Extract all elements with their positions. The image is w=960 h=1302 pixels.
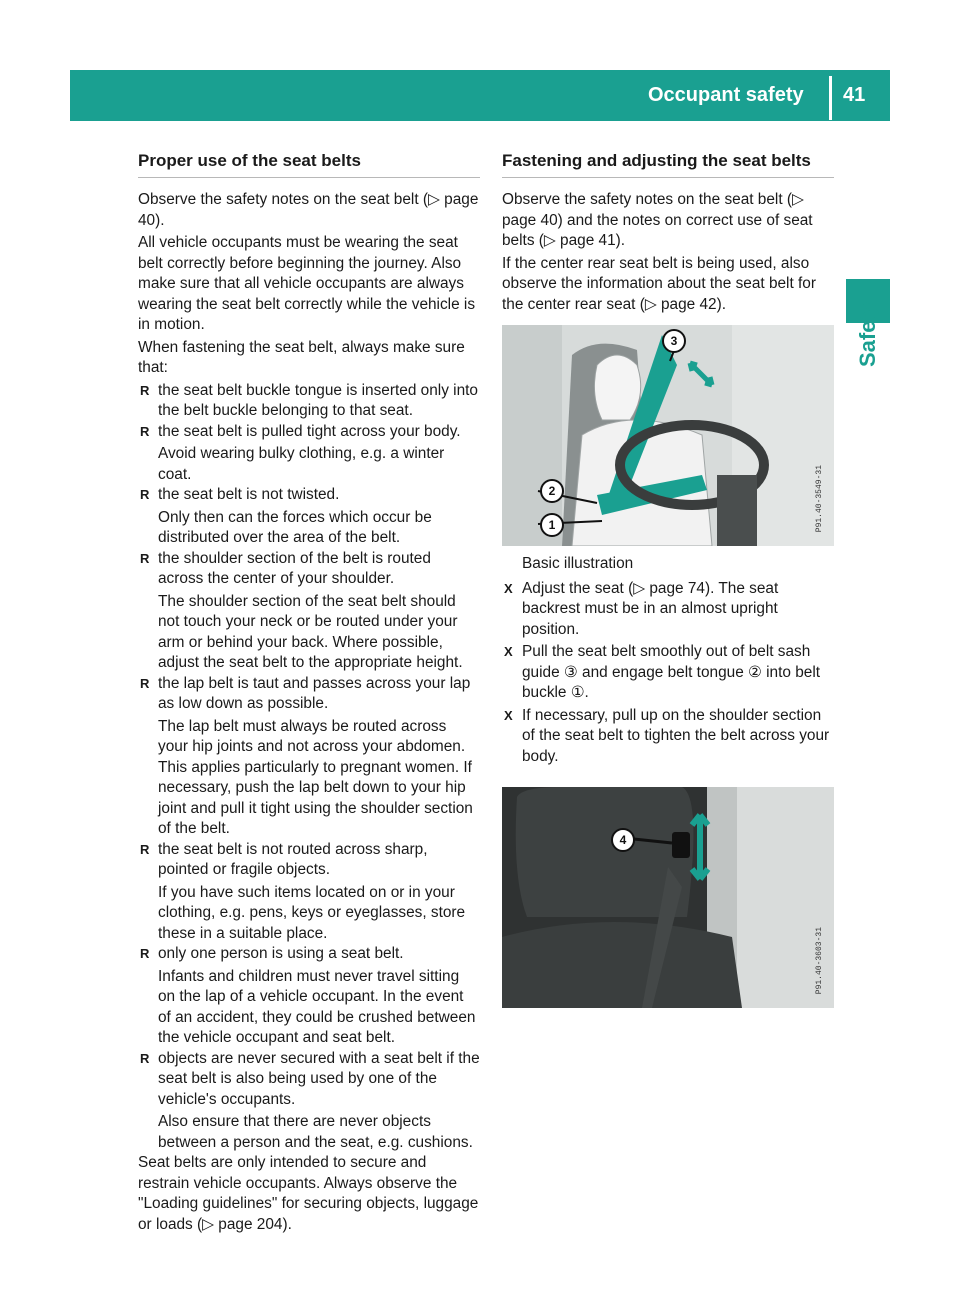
header-divider: [829, 76, 832, 120]
left-column: [138, 150, 480, 1237]
callout-belt-height-adjuster: 4: [611, 828, 635, 852]
list-item-text: the seat belt is not routed across sharp, pointed or fragile objects.: [158, 840, 428, 878]
list-item-note: Also ensure that there are never objects between a person and the seat, e.g. cushions.: [158, 1113, 473, 1151]
closing-paragraph: Seat belts are only intended to secure and restrain vehicle occupants. Always observe the "Loading guidelines" for securing objects, luggage or loads (▷ page 204).: [138, 1154, 479, 1233]
list-item: [138, 422, 480, 486]
list-item: [138, 549, 480, 674]
list-item-text: the seat belt is not twisted.: [158, 486, 340, 503]
section-tab-label: Safety: [855, 300, 880, 368]
page-number: 41: [843, 84, 866, 106]
list-item: [138, 1049, 480, 1154]
list-item-note: Infants and children must never travel sitting on the lap of a vehicle occupant. In the event of an accident, they could be crushed between the vehicle occupant and seat belt.: [158, 967, 476, 1046]
list-item-note: If you have such items located on or in your clothing, e.g. pens, keys or eyeglasses, store these in a suitable place.: [158, 883, 466, 942]
paragraph: Observe the safety notes on the seat belt (▷ page 40) and the notes on correct use of seat belts (▷ page 41).: [502, 191, 813, 249]
chapter-title: Occupant safety: [648, 84, 804, 106]
callout-belt-guide: 3: [662, 329, 686, 353]
list-item-text: only one person is using a seat belt.: [158, 945, 404, 962]
paragraph: If the center rear seat belt is being used, also observe the information about the seat belt for the center rear seat (▷ page 42).: [502, 254, 816, 313]
seat-belt-illustration: [502, 325, 834, 546]
list-item: [138, 840, 480, 945]
list-item-text: the shoulder section of the belt is routed across the center of your shoulder.: [158, 549, 431, 587]
callout-belt-tongue: 2: [540, 479, 564, 503]
right-heading: Fastening and adjusting the seat belts: [502, 150, 834, 178]
list-item-text: objects are never secured with a seat belt if the seat belt is also being used by one of the vehicle's occupants.: [158, 1049, 480, 1108]
figure-caption: Basic illustration: [522, 555, 634, 572]
list-item: [138, 485, 480, 549]
list-item-note: The shoulder section of the seat belt should not touch your neck or be routed under your arm or behind your back. Where possible, adjust the seat belt to the appropriate height.: [158, 592, 463, 671]
paragraph: When fastening the seat belt, always make sure that:: [138, 338, 465, 376]
list-item-text: the seat belt is pulled tight across your body.: [158, 422, 461, 440]
paragraph: All vehicle occupants must be wearing the seat belt correctly before beginning the journey. Also make sure that all vehicle occupants are always wearing the seat belt correctly while the vehicle is in motion.: [138, 234, 476, 333]
figure-code: P91.40-3549-31: [814, 464, 824, 532]
figure-code: P91.40-3603-31: [814, 926, 824, 994]
instruction-step: X If necessary, pull up on the shoulder section of the seat belt to tighten the belt across your body.: [502, 706, 834, 768]
instruction-step: X Pull the seat belt smoothly out of belt sash guide ③ and engage belt tongue ② into belt buckle ①.: [502, 642, 834, 704]
instruction-steps: [502, 579, 834, 768]
left-heading: Proper use of the seat belts: [138, 150, 480, 178]
list-item: [138, 674, 480, 840]
list-item-note: The lap belt must always be routed across your hip joints and not across your abdomen. This applies particularly to pregnant women. If necessary, push the lap belt down to your hip joint and pull it tight using the shoulder section of the belt.: [158, 717, 473, 837]
list-item: [138, 944, 480, 1049]
list-item-text: the seat belt buckle tongue is inserted only into the belt buckle belonging to that seat.: [158, 381, 478, 419]
belt-height-illustration: [502, 787, 834, 1008]
list-item: [138, 381, 480, 422]
instruction-step: X Adjust the seat (▷ page 74). The seat backrest must be in an almost upright position.: [502, 579, 834, 641]
callout-belt-buckle: 1: [540, 513, 564, 537]
checklist: [138, 381, 480, 1154]
right-column: [502, 150, 834, 1008]
list-item-note: Only then can the forces which occur be distributed over the area of the belt.: [158, 508, 432, 546]
belt-height-drawing: [502, 787, 834, 1008]
list-item-text: the lap belt is taut and passes across your lap as low down as possible.: [158, 674, 471, 712]
paragraph: Observe the safety notes on the seat belt (▷ page 40).: [138, 191, 479, 229]
list-item-note: Avoid wearing bulky clothing, e.g. a winter coat.: [158, 445, 445, 483]
